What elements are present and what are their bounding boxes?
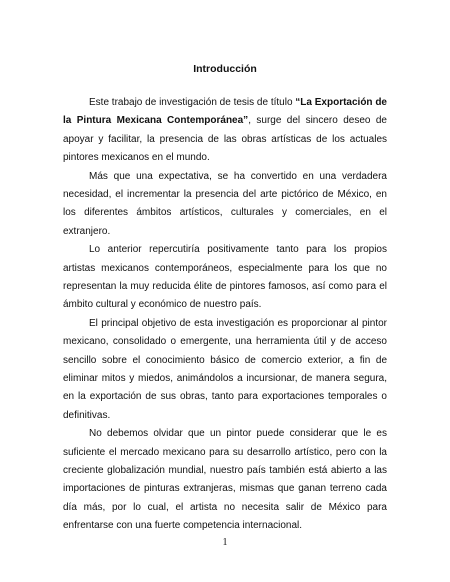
paragraph-3: Lo anterior repercutiría positivamente tanto para los propios artistas mexicanos contemporáneos, especialmente para los que no representan la muy reducida élite de pintores famosos, así como para el ámbito cultural y económico de nuestro país. — [63, 244, 387, 311]
paragraph-1-intro: Este trabajo de investigación de tesis de título — [89, 97, 296, 108]
page-title: Introducción — [193, 63, 257, 75]
paragraph-1-rest: , surge del sincero deseo de apoyar y facilitar, la presencia de las obras artísticas de los actuales pintores mexicanos en el mundo. — [63, 115, 387, 163]
paragraph-5: No debemos olvidar que un pintor puede considerar que le es suficiente el mercado mexicano para su desarrollo artístico, pero con la creciente globalización mundial, nuestro país también está abierto a las importaciones de pinturas extranjeras, mismas que ganan terreno cada día más, por lo cual, el artista no necesita salir de México para enfrentarse con una fuerte competencia internacional. — [63, 428, 387, 531]
thesis-title: “La Exportación de la Pintura Mexicana Contemporánea” — [63, 97, 387, 127]
page-number: 1 — [222, 537, 228, 548]
document-body — [63, 94, 387, 536]
paragraph-4: El principal objetivo de esta investigación es proporcionar al pintor mexicano, consolidado o emergente, una herramienta útil y de acceso sencillo sobre el conocimiento básico de comercio exterior, a fin de eliminar mitos y miedos, animándolos a incursionar, de manera segura, en la exportación de sus obras, tanto para exportaciones temporales o definitivas. — [63, 318, 387, 421]
paragraph-2: Más que una expectativa, se ha convertido en una verdadera necesidad, el incrementar la presencia del arte pictórico de México, en los diferentes ámbitos artísticos, culturales y comerciales, en el extranjero. — [63, 170, 387, 237]
paragraph-1 — [63, 94, 387, 167]
